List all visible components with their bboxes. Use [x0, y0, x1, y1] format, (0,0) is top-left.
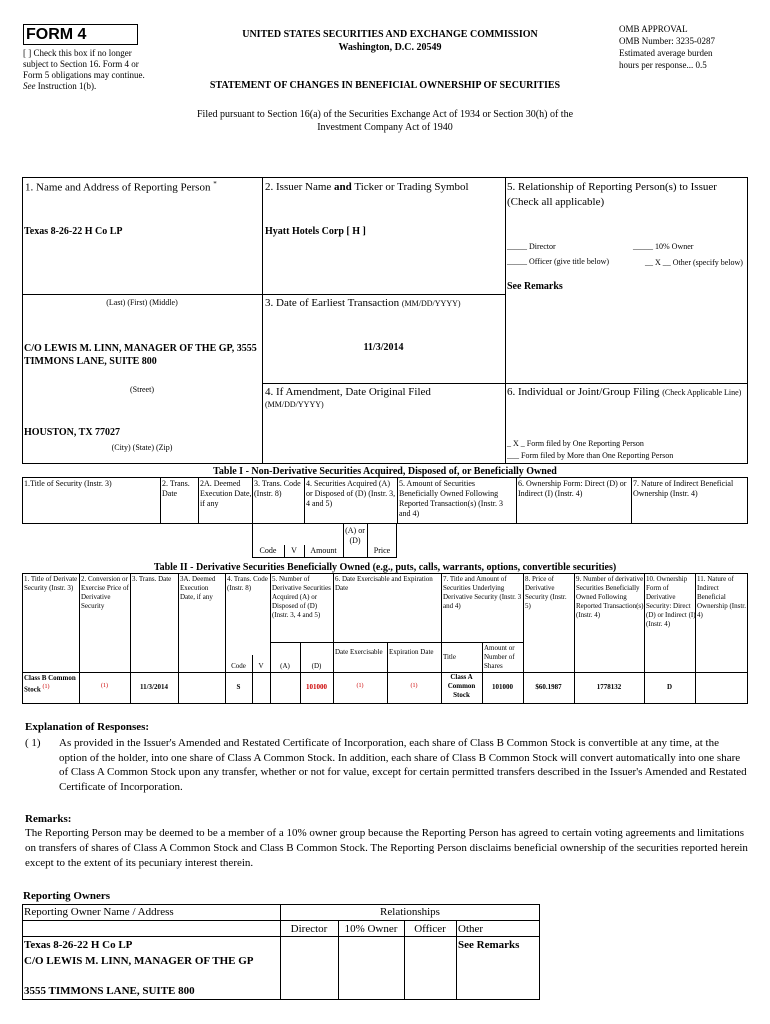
check-box-see: See	[23, 81, 36, 91]
omb-number: OMB Number: 3235-0287	[619, 36, 715, 46]
reporting-person-city: HOUSTON, TX 77027	[24, 427, 121, 438]
form-filed-one-person[interactable]: _ X _ Form filed by One Reporting Person	[507, 439, 644, 448]
t2-row-disposed: 101000	[306, 683, 327, 691]
check-box-instr: Instruction 1(b).	[37, 81, 97, 91]
t2-sub-title: Title	[443, 653, 456, 661]
t2-row-underlying-title: Class A Common Stock	[447, 673, 476, 699]
statement-title: STATEMENT OF CHANGES IN BENEFICIAL OWNERSHIP OF SECURITIES	[209, 80, 561, 91]
t2-col-underlying: 7. Title and Amount of Securities Underlying Derivative Security (Instr. 3 and 4)	[443, 575, 522, 610]
t2-sub-v: V	[258, 662, 264, 670]
box6-label-text: 6. Individual or Joint/Group Filing	[507, 386, 660, 398]
t2-row-underlying-amount: 101000	[492, 683, 513, 691]
owners-title: Reporting Owners	[23, 890, 111, 902]
check-box-text[interactable]	[23, 48, 153, 92]
other-checkbox[interactable]	[507, 257, 747, 268]
t1-col-amount: 5. Amount of Securities Beneficially Owned Following Reported Transaction(s) (Instr. 3 and 4)	[399, 479, 503, 518]
t2-col-nature: 11. Nature of Indirect Beneficial Ownership (Instr. 4)	[697, 575, 746, 619]
form-title: FORM 4	[26, 26, 87, 43]
t1-sub-ad: (A) or (D)	[345, 526, 365, 545]
t2-row-title-text: Class B Common Stock	[24, 674, 76, 694]
owner-line3: 3555 TIMMONS LANE, SUITE 800	[24, 985, 195, 997]
t1-sub-price: Price	[373, 546, 391, 555]
box6-label	[507, 385, 749, 399]
t2-sub-d: (D)	[311, 662, 322, 670]
t2-sub-amount: Amount or Number of Shares	[484, 644, 515, 670]
box3-label-small: (MM/DD/YYYY)	[401, 299, 461, 308]
t1-col-date: 2. Trans. Date	[162, 479, 190, 498]
reporting-person-name: Texas 8-26-22 H Co LP	[24, 226, 123, 237]
box1-label	[25, 180, 217, 195]
t2-col-conversion: 2. Conversion or Exercise Price of Derivative Security	[81, 575, 129, 610]
t1-col-ownership: 6. Ownership Form: Direct (D) or Indirect (I) (Instr. 4)	[518, 479, 627, 498]
check-box-label: [ ] Check this box if no longer subject to Section 16. Form 4 or Form 5 obligations may continue.	[23, 48, 145, 80]
table1-title: Table I - Non-Derivative Securities Acquired, Disposed of, or Beneficially Owned	[213, 466, 557, 477]
reporting-person-street: C/O LEWIS M. LINN, MANAGER OF THE GP, 3555 TIMMONS LANE, SUITE 800	[24, 343, 257, 367]
t2-row-owned: 1778132	[596, 683, 622, 691]
t2-sub-a: (A)	[280, 662, 290, 670]
t2-row-form: D	[666, 683, 673, 691]
t2-row-title	[24, 674, 80, 694]
t1-col-acquired: 4. Securities Acquired (A) or Disposed of (D) (Instr. 3, 4 and 5)	[306, 479, 396, 508]
t1-col-nature: 7. Nature of Indirect Beneficial Ownership (Instr. 4)	[633, 479, 734, 498]
t2-col-number: 5. Number of Derivative Securities Acquired (A) or Disposed of (D) (Instr. 3, 4 and 5)	[272, 575, 331, 619]
t2-col-title: 1. Title of Derivate Security (Instr. 3)	[24, 575, 78, 592]
t1-sub-v: V	[291, 546, 297, 555]
box4-label-small: (MM/DD/YYYY)	[265, 400, 324, 409]
box1-footnote-mark: *	[213, 180, 217, 188]
t2-sub-expiration: Expiration Date	[389, 648, 434, 656]
street-caption: (Street)	[130, 385, 154, 394]
other-checkbox-label: __ X __ Other (specify below)	[645, 258, 743, 267]
box5-label: 5. Relationship of Reporting Person(s) to Issuer	[507, 181, 717, 193]
owners-col-director: Director	[290, 923, 328, 935]
agency-city: Washington, D.C. 20549	[338, 42, 442, 53]
top-boxes-frame	[22, 177, 748, 464]
t2-col-owned: 9. Number of derivative Securities Beneficially Owned Following Reported Transaction(s) (Instr. 4)	[576, 575, 644, 619]
t2-row-exercisable: (1)	[356, 683, 364, 689]
t2-row-date: 11/3/2014	[139, 683, 168, 691]
owners-col-name: Reporting Owner Name / Address	[24, 906, 174, 918]
box4-label: 4. If Amendment, Date Original Filed	[265, 386, 431, 398]
t2-row-price: $60.1987	[535, 683, 562, 691]
box1-label-text: 1. Name and Address of Reporting Person	[25, 181, 211, 194]
owners-col-ten-pct: 10% Owner	[344, 923, 398, 935]
owner-line2: C/O LEWIS M. LINN, MANAGER OF THE GP	[24, 955, 254, 967]
box2-label-and: and	[334, 181, 352, 193]
name-caption: (Last) (First) (Middle)	[106, 298, 178, 307]
filed-pursuant-2: Investment Company Act of 1940	[317, 122, 453, 133]
t2-col-price: 8. Price of Derivative Security (Instr. 5)	[525, 575, 567, 610]
t1-col-code: 3. Trans. Code (Instr. 8)	[254, 479, 301, 498]
officer-checkbox[interactable]: _____ Officer (give title below)	[507, 257, 610, 266]
explanation-fn-text: As provided in the Issuer's Amended and Restated Certificate of Incorporation, each share of Class B Common Stock is convertible at any time, at the option of the holder, into one share of Class A Common Stock. In addition, each share of Class B Common Stock will convert automatically into one share of Class A Common Stock upon any transfer, whether or not for value, except for certain permitted transfers described in the Issuer's Amended and Restated Certificate of Incorporation.	[59, 737, 747, 793]
issuer-name: Hyatt Hotels Corp [ H ]	[265, 226, 366, 237]
explanation-title: Explanation of Responses:	[25, 721, 150, 733]
box3-label-text: 3. Date of Earliest Transaction	[265, 297, 400, 309]
t2-col-date: 3. Trans. Date	[132, 575, 172, 583]
t2-col-ownership: 10. Ownership Form of Derivative Security: Direct (D) or Indirect (I) (Instr. 4)	[646, 575, 696, 628]
box6-label-small: (Check Applicable Line)	[662, 388, 742, 397]
ten-percent-owner-checkbox[interactable]: _____ 10% Owner	[633, 242, 694, 251]
earliest-transaction-date: 11/3/2014	[363, 342, 404, 353]
box2-label	[265, 180, 469, 194]
t2-row-expiration: (1)	[410, 683, 418, 689]
t2-sub-code: Code	[231, 662, 246, 670]
t2-row-title-fn: (1)	[42, 684, 50, 690]
omb-approval: OMB APPROVAL	[619, 24, 688, 34]
owner-line1: Texas 8-26-22 H Co LP	[24, 939, 133, 951]
t2-row-code: S	[236, 683, 241, 691]
owner-other-value: See Remarks	[458, 939, 520, 951]
t2-col-code: 4. Trans. Code (Instr. 8)	[227, 575, 268, 592]
box2-label-b: Ticker or Trading Symbol	[354, 181, 469, 193]
table2-title-text: Table II - Derivative Securities Beneficially Owned (e.g., puts, calls, warrants, options, convertible securities)	[153, 562, 617, 573]
agency-name: UNITED STATES SECURITIES AND EXCHANGE COMMISSION	[242, 29, 538, 40]
t1-sub-amount: Amount	[310, 546, 337, 555]
t2-col-deemed: 3A. Deemed Execution Date, if any	[180, 575, 216, 601]
box5-label-sub: (Check all applicable)	[507, 196, 605, 208]
owners-col-officer: Officer	[414, 923, 446, 935]
city-caption: (City) (State) (Zip)	[111, 443, 173, 452]
owners-col-relationships: Relationships	[380, 906, 440, 918]
remarks-text: The Reporting Person may be deemed to be a member of a 10% owner group because the Reporting Person has agreed to certain voting agreements and limitations on transfers of shares of Class A Common Stock and Class B Common Stock. The Reporting Person disclaims beneficial ownership of the securities reported herein except to the extent of its pecuniary interest therein.	[25, 827, 748, 869]
explanation-fn-mark: ( 1)	[25, 737, 41, 749]
form-filed-more-persons[interactable]: ___ Form filed by More than One Reporting Person	[507, 451, 674, 460]
t2-sub-exercisable: Date Exercisable	[335, 648, 383, 656]
t1-col-title: 1.Title of Security (Instr. 3)	[24, 479, 112, 488]
omb-hours: hours per response... 0.5	[619, 60, 707, 70]
director-checkbox[interactable]: _____ Director	[507, 242, 556, 251]
omb-burden: Estimated average burden	[619, 48, 713, 58]
t2-row-conversion: (1)	[101, 683, 108, 689]
owners-col-other: Other	[458, 923, 484, 935]
t2-col-exercisable: 6. Date Exercisable and Expiration Date	[335, 575, 433, 592]
relationship-remarks: See Remarks	[507, 281, 563, 292]
remarks-title: Remarks:	[25, 813, 72, 825]
box2-label-a: 2. Issuer Name	[265, 181, 332, 193]
box3-label	[265, 296, 461, 310]
filed-pursuant-1: Filed pursuant to Section 16(a) of the Securities Exchange Act of 1934 or Section 30(h) of the	[196, 109, 574, 120]
t1-sub-code: Code	[259, 546, 277, 555]
t1-col-deemed: 2A. Deemed Execution Date, if any	[200, 479, 252, 508]
